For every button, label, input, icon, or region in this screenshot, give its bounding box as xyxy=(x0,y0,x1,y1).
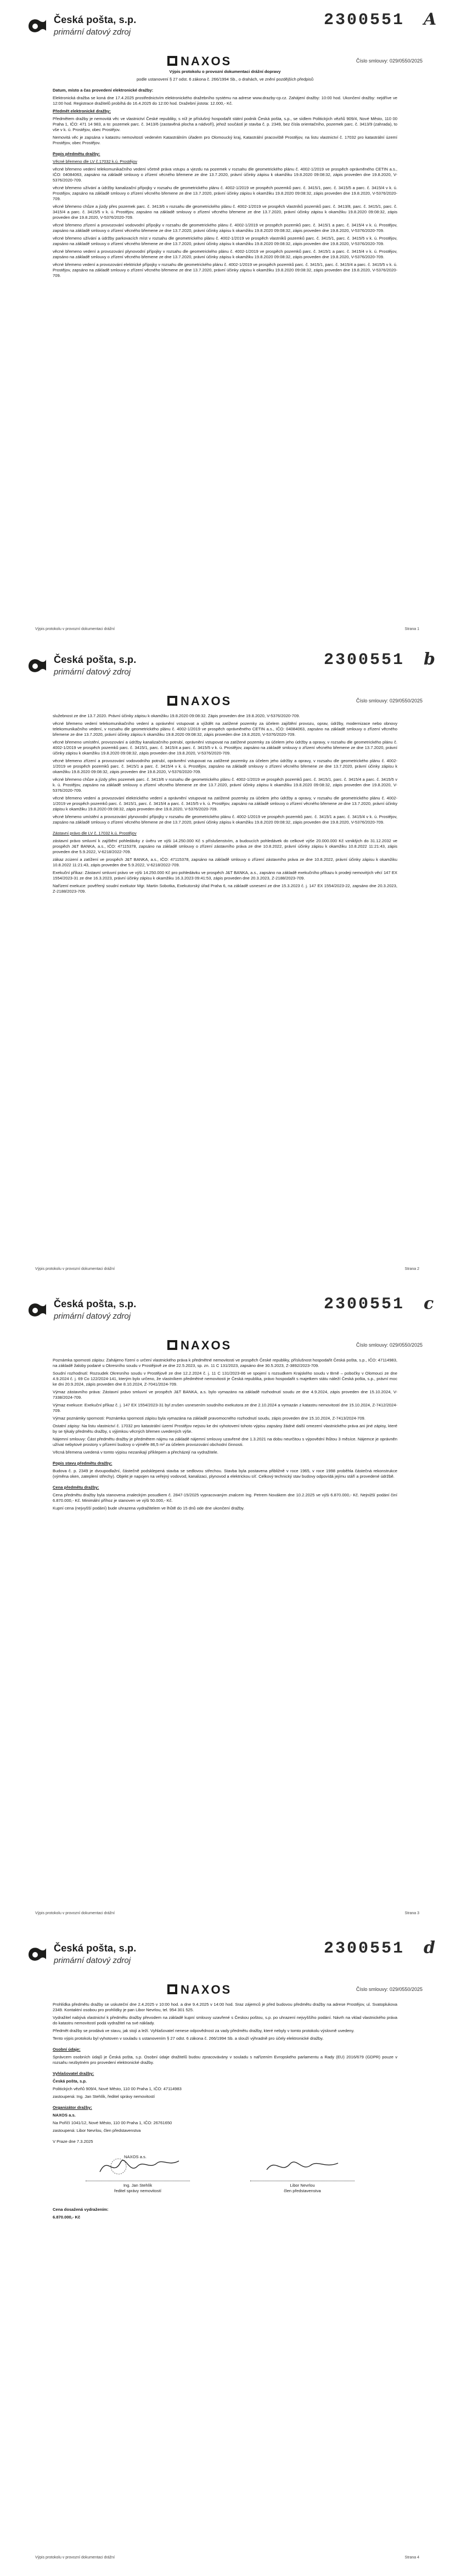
section-heading: Organizátor dražby: xyxy=(53,2105,92,2110)
barcode-stamp xyxy=(285,1292,439,1325)
list-item: Věcná břemena uvedená v tomto výpisu nezanikají příklepem a přecházejí na vydražitele. xyxy=(53,1450,218,1455)
company-subtitle: primární datový zdroj xyxy=(54,1956,131,1965)
list-item: věcné břemeno vedení telekomunikačního vedení a oprávnění vstupovat a vjíždět na zatížené pozemky za účelem zajištění provozu, oprav, údržby, modernizace nebo obnovy telekomunikačního vedení, v rozsahu dle geometrického plánu č. 4002-1/2019 ve prospěch oprávněného CETIN a.s., IČO: 04084063, zapsáno na základě smlouvy o zřízení věcného břemene ze dne 13.7.2020, právní účinky zápisu k okamžiku 19.8.2020 09:08:32, zápis proveden dne 19.8.2020, V-5376/2020-709. xyxy=(53,721,397,737)
list-item: věcné břemeno užívání a údržby kanalizační přípojky v rozsahu dle geometrického plánu č. 4002-1/2019 ve prospěch pozemků parc. č. 3415/1, parc. č. 3415/5 a parc. č. 3415/4 v k. ú. Prostějov, zapsáno na základě smlouvy o zřízení věcného břemene ze dne 13.7.2020, právní účinky zápisu k okamžiku 19.8.2020 09:08:32, zápis proveden dne 19.8.2020, V-5376/2020-709. xyxy=(53,185,397,201)
barcode-number: 2300551 xyxy=(324,1295,405,1314)
list-item: Poznámka spornosti zápisu: Zahájeno řízení o určení vlastnického práva k předmětné nemovitosti ve prospěch České republiky, příslušnost hospodařit Česká pošta, s.p., IČO: 47114983, na základě žaloby podané u Okresního soudu v Prostějově ze dne 22.5.2023, sp. zn. 11 C 131/2023, zapsáno dne 30.5.2023, Z-3892/2023-709. xyxy=(53,1358,397,1368)
page-footer xyxy=(35,2556,419,2562)
list-item: věcné břemeno užívání a údržby parkovacích míst v rozsahu dle geometrického plánu č. 4002-1/2019 ve prospěch vlastníků pozemků parc. č. 3415/1, parc. č. 3415/5 v k. ú. Prostějov, zapsáno na základě smlouvy o zřízení věcného břemene ze dne 13.7.2020, právní účinky zápisu k okamžiku 19.8.2020 09:08:32, zápis proveden dne 19.8.2020, V-5376/2020-709. xyxy=(53,236,397,246)
page-2 xyxy=(0,644,450,1280)
section-heading: Předmět elektronické dražby: xyxy=(53,109,111,114)
auctioneer-representative: zastoupená: Ing. Jan Stehlík, ředitel správy nemovitostí xyxy=(53,2094,155,2099)
auctioneer-name: Česká pošta, s.p. xyxy=(53,2079,87,2084)
company-subtitle: primární datový zdroj xyxy=(54,667,131,677)
logo xyxy=(26,653,224,686)
organizer-name: NAXOS a.s. xyxy=(53,2113,76,2118)
page-footer xyxy=(35,627,419,634)
page-footer xyxy=(35,1267,419,1274)
final-price: 6.870.000,- Kč xyxy=(53,2215,81,2220)
list-item: věcné břemeno vedení a provozování plynovodní přípojky v rozsahu dle geometrického plánu č. 4002-1/2019 ve prospěch pozemků parc. č. 3415/1 a parc. č. 3415/4 v k. ú. Prostějov, zapsáno na základě smlouvy o zřízení věcného břemene ze dne 13.7.2020, právní účinky zápisu k okamžiku 19.8.2020 09:08:32, zápis proveden dne 19.8.2020, V-5376/2020-709. xyxy=(53,249,397,259)
organizer-address: Na Poříčí 1041/12, Nové Město, 110 00 Praha 1, IČO: 26761650 xyxy=(53,2120,172,2125)
signature-name: Libor Nevrlou xyxy=(290,2183,315,2188)
paragraph: Nemovitá věc je zapsána v katastru nemovitostí vedeném Katastrálním úřadem pro Olomoucký kraj, Katastrální pracoviště Prostějov, na listu vlastnictví č. 17032 pro katastrální území Prostějov, obec Prostějov. xyxy=(53,135,397,145)
naxos-logo xyxy=(167,695,272,709)
section-heading: Popis předmětu dražby: xyxy=(53,151,100,156)
hand-mark: b xyxy=(424,650,437,669)
section-heading: Datum, místo a čas provedení elektronické dražby: xyxy=(53,88,154,93)
company-name: Česká pošta, s.p. xyxy=(54,1943,137,1954)
company-name: Česká pošta, s.p. xyxy=(54,14,137,25)
page-body xyxy=(53,1358,397,1900)
page-number: Strana 1 xyxy=(404,627,419,631)
page-number: Strana 2 xyxy=(404,1267,419,1271)
list-item: služebnost ze dne 13.7.2020. Právní účinky zápisu k okamžiku 19.8.2020 09:08:32. Zápis proveden dne 19.8.2020, V-5376/2020-709. xyxy=(53,713,300,718)
barcode-number: 2300551 xyxy=(324,1939,405,1958)
naxos-logo xyxy=(167,55,272,69)
list-item: Prohlídka předmětu dražby se uskuteční dne 2.4.2025 v 10:00 hod. a dne 9.4.2025 v 14:00 hod. Sraz zájemců je před budovou předmětu dražby na adrese Prostějov, ul. Svatoplukova 2349. Kontaktní osobou pro prohlídky je pan Libor Nevrlou, tel. 954 301 525. xyxy=(53,2002,397,2012)
paragraph: Elektronická dražba se koná dne 17.4.2025 prostřednictvím elektronického dražebního systému na adrese www.drazby-cp.cz. Zahájení dražby: 10:00 hod. Ukončení dražby: nejdříve ve 12:00 hod. Registrace dražitelů probíhá do 16.4.2025 do 12:00 hod. Dražební jistota: 12.000,- Kč. xyxy=(53,95,397,106)
footer-text: Výpis protokolu v provozní dokumentaci drážní xyxy=(35,1267,115,1271)
list-item: věcné břemeno chůze a jízdy přes pozemek parc. č. 3413/6 v rozsahu dle geometrického plánu č. 4002-1/2019 ve prospěch vlastníků pozemků parc. č. 3413/8, parc. č. 3415/1, parc. č. 3415/4 a parc. č. 3415/5 v k. ú. Prostějov, zapsáno na základě smlouvy o zřízení věcného břemene ze dne 13.7.2020, právní účinky zápisu k okamžiku 19.8.2020 09:08:32, zápis proveden dne 19.8.2020, V-5376/2020-709. xyxy=(53,204,397,220)
barcode-stamp xyxy=(285,8,439,41)
post-horn-icon xyxy=(26,655,48,675)
hand-mark: A xyxy=(424,10,438,29)
naxos-text: NAXOS xyxy=(181,1983,232,1996)
barcode-stamp xyxy=(285,648,439,680)
post-horn-icon xyxy=(26,1944,48,1964)
list-item: věcné břemeno vedení a provozování elektrického vedení a oprávnění vstupovat na zatížené pozemky za účelem jeho údržby a opravy, v rozsahu dle geometrického plánu č. 4002-1/2019 ve prospěch pozemků parc. č. 3415/1, parc. č. 3415/4 a parc. č. 3415/5 v k. ú. Prostějov, zapsáno na základě smlouvy o zřízení věcného břemene ze dne 13.7.2020, právní účinky zápisu k okamžiku 19.8.2020 09:08:32, zápis proveden dne 19.8.2020, V-5376/2020-709. xyxy=(53,796,397,812)
footer-text: Výpis protokolu v provozní dokumentaci drážní xyxy=(35,1911,115,1915)
list-item: věcné břemeno vedení a provozování elektrické přípojky v rozsahu dle geometrického plánu č. 4002-1/2019 ve prospěch pozemků parc. č. 3415/1, parc. č. 3415/4 a parc. č. 3415/5 v k. ú. Prostějov, zapsáno na základě smlouvy o zřízení věcného břemene ze dne 13.7.2020, právní účinky zápisu k okamžiku 19.8.2020 09:08:32, zápis proveden dne 19.8.2020, V-5376/2020-709. xyxy=(53,262,397,278)
final-price-heading: Cena dosažená vydražením: xyxy=(53,2207,109,2212)
document-subtitle: podle ustanovení § 27 odst. 6 zákona č. 266/1994 Sb., o drahách, ve znění pozdějších předpisů xyxy=(136,77,314,82)
page-number: Strana 4 xyxy=(404,2556,419,2560)
paragraph: Předmětem dražby je nemovitá věc ve vlastnictví České republiky, s níž je příslušný hospodařit státní podnik Česká pošta, s.p., se sídlem Politických vězňů 909/4, Nové Město, 110 00 Praha 1, IČO: 471 14 983, a to: pozemek parc. č. 3413/6 (zastavěná plocha a nádvoří), jehož součástí je stavba č. p. 2349, bez čísla orientačního, pozemek parc. č. 3413/9 (zahrada), to vše v k. ú. Prostějov, obec Prostějov. xyxy=(53,116,397,132)
paragraph: Cena předmětu dražby byla stanovena znaleckým posudkem č. 2847-15/2025 vypracovaným znalcem Ing. Petrem Novákem dne 10.2.2025 ve výši 6.870.000,- Kč. Nejnižší podání činí 6.870.000,- Kč. Minimální příhoz je stanoven ve výši 50.000,- Kč. xyxy=(53,1493,397,1503)
company-name: Česká pošta, s.p. xyxy=(54,654,137,665)
list-item: zákaz zcizení a zatížení ve prospěch J&T BANKA, a.s., IČO: 47115378, zapsáno na základě smlouvy o zřízení zástavního práva ze dne 10.8.2022, právní účinky zápisu k okamžiku 10.8.2022 11:21:43, zápis proveden dne 5.9.2022, V-6218/2022-709. xyxy=(53,857,397,867)
naxos-text: NAXOS xyxy=(181,54,232,68)
list-item: věcné břemeno umístění a provozování plynovodní přípojky v rozsahu dle geometrického plánu č. 4002-1/2019 ve prospěch pozemků parc. č. 3415/1 a parc. č. 3415/4 v k. ú. Prostějov, zapsáno na základě smlouvy o zřízení věcného břemene ze dne 13.7.2020, právní účinky zápisu k okamžiku 19.8.2020 09:08:32, zápis proveden dne 19.8.2020, V-5376/2020-709. xyxy=(53,814,397,825)
signature-role: člen představenstva xyxy=(284,2188,321,2193)
list-item: Výmaz exekuce: Exekuční příkaz č. j. 147 EX 1554/2023-31 byl zrušen usnesením soudního exekutora ze dne 2.10.2024 a vymazán z katastru nemovitostí dne 15.10.2024, Z-7412/2024-709. xyxy=(53,1403,397,1413)
section-heading: Popis stavu předmětu dražby: xyxy=(53,1461,113,1466)
list-item: Nařízení exekuce: pověřený soudní exekutor Mgr. Martin Sobotka, Exekutorský úřad Praha 6, na základě usnesení ze dne 15.3.2023 č. j. 147 EX 1554/2023-22, zapsáno dne 20.3.2023, Z-2188/2023-709. xyxy=(53,883,397,894)
signature-right xyxy=(250,2147,360,2201)
document-title: Výpis protokolu o provozní dokumentaci drážní dopravy xyxy=(169,69,281,74)
list-item: věcné břemeno vedení telekomunikačního vedení včetně práva vstupu a vjezdu na pozemek v rozsahu dle geometrického plánu č. 4002-1/2019 ve prospěch oprávněného CETIN a.s., IČO: 04084063, zapsáno na základě smlouvy o zřízení věcného břemene ze dne 13.7.2020, právní účinky zápisu k okamžiku 19.8.2020 09:08:32, zápis proveden dne 19.8.2020, V-5376/2020-709. xyxy=(53,167,397,183)
list-item: věcné břemeno umístění, provozování a údržby kanalizačního potrubí, oprávnění vstupovat na zatížené pozemky za účelem jeho údržby a opravy, v rozsahu dle geometrického plánu č. 4002-1/2019 ve prospěch pozemků parc. č. 3415/1, parc. č. 3415/4 a parc. č. 3415/5 v k. ú. Prostějov, zapsáno na základě smlouvy o zřízení věcného břemene ze dne 13.7.2020, právní účinky zápisu k okamžiku 19.8.2020 09:08:32, zápis proveden dne 19.8.2020, V-5376/2020-709. xyxy=(53,740,397,756)
section-heading: Osobní údaje: xyxy=(53,2047,81,2052)
page-number: Strana 3 xyxy=(404,1911,419,1915)
barcode-number: 2300551 xyxy=(324,651,405,669)
post-horn-icon xyxy=(26,1300,48,1319)
list-item: Výmaz poznámky spornosti: Poznámka spornosti zápisu byla vymazána na základě pravomocného rozhodnutí soudu, zápis proveden dne 15.10.2024, Z-7413/2024-709. xyxy=(53,1416,365,1421)
page-body xyxy=(53,69,397,612)
company-subtitle: primární datový zdroj xyxy=(54,1312,131,1321)
naxos-text: NAXOS xyxy=(181,1338,232,1352)
naxos-logo xyxy=(167,1983,272,1998)
section-heading: Vyhlašovatel dražby: xyxy=(53,2071,94,2076)
auctioneer-address: Politických vězňů 909/4, Nové Město, 110 00 Praha 1, IČO: 47114983 xyxy=(53,2086,182,2091)
logo xyxy=(26,1942,224,1974)
page-body xyxy=(53,713,397,1256)
signature-company: NAXOS a.s. xyxy=(124,2154,147,2159)
list-item: Nájemní smlouvy: Část předmětu dražby je předmětem nájmu na základě nájemní smlouvy uzavřené dne 1.3.2021 na dobu neurčitou s výpovědní lhůtou 3 měsíce. Nájemce je oprávněn užívat nebytové prostory v přízemí budovy o výměře 86,5 m² za účelem provozování obchodní činnosti. xyxy=(53,1437,397,1447)
list-item: zástavní právo smluvní k zajištění pohledávky z úvěru ve výši 14.250.000 Kč s příslušenstvím, a budoucích pohledávek do celkové výše 20.000.000 Kč vzniklých do 31.12.2032 ve prospěch J&T BANKA, a.s., IČO: 47115378, zapsáno na základě smlouvy o zřízení zástavního práva ze dne 10.8.2022, právní účinky zápisu k okamžiku 10.8.2022 11:21:43, zápis proveden dne 5.9.2022, V-6218/2022-709. xyxy=(53,838,397,854)
list-item: Vydražitel nabývá vlastnictví k předmětu dražby převodem na základě kupní smlouvy uzavřené s Českou poštou, s.p. po uhrazení nejvyššího podání. Návrh na vklad vlastnického práva do katastru nemovitostí podá vydražitel na své náklady. xyxy=(53,2015,397,2025)
signature-block xyxy=(53,2147,397,2207)
page-footer xyxy=(35,1911,419,1918)
list-item: Předmět dražby se prodává ve stavu, jak stojí a leží. Vyhlašovatel nenese odpovědnost za vady předmětu dražby, které nebyly v tomto protokolu výslovně uvedeny. xyxy=(53,2028,355,2033)
document-number: Číslo smlouvy: 029/0550/2025 xyxy=(356,1987,423,1992)
page-3 xyxy=(0,1289,450,1925)
list-item: Výmaz zástavního práva: Zástavní právo smluvní ve prospěch J&T BANKA, a.s. bylo vymazáno na základě rozhodnutí soudu ze dne 4.9.2024, zápis proveden dne 15.10.2024, V-7338/2024-709. xyxy=(53,1389,397,1400)
organizer-representative: zastoupená: Libor Nevrlou, člen představenstva xyxy=(53,2128,141,2133)
naxos-text: NAXOS xyxy=(181,694,232,708)
list-item: věcné břemeno zřízení a provozování vodovodní přípojky v rozsahu dle geometrického plánu č. 4002-1/2019 ve prospěch pozemků parc. č. 3415/1 a parc. č. 3415/4 v k. ú. Prostějov, zapsáno na základě smlouvy o zřízení věcného břemene ze dne 13.7.2020, právní účinky zápisu k okamžiku 19.8.2020 09:08:32, zápis proveden dne 19.8.2020, V-5376/2020-709. xyxy=(53,223,397,233)
document-number: Číslo smlouvy: 029/0550/2025 xyxy=(356,698,423,703)
footer-text: Výpis protokolu v provozní dokumentaci drážní xyxy=(35,627,115,631)
document-number: Číslo smlouvy: 029/0550/2025 xyxy=(356,1342,423,1348)
footer-text: Výpis protokolu v provozní dokumentaci drážní xyxy=(35,2556,115,2560)
list-item: Tento výpis protokolu byl vyhotoven v souladu s ustanovením § 27 odst. 6 zákona č. 266/1994 Sb. a slouží výhradně pro účely elektronické dražby. xyxy=(53,2036,324,2041)
page-1 xyxy=(0,4,450,640)
section-heading: Cena předmětu dražby: xyxy=(53,1485,99,1490)
logo xyxy=(26,13,224,46)
place-date: V Praze dne 7.3.2025 xyxy=(53,2139,93,2144)
signature-scribble-icon xyxy=(261,2150,349,2181)
list-item: Ostatní zápisy: Na listu vlastnictví č. 17032 pro katastrální území Prostějov nejsou ke dni vyhotovení tohoto výpisu zapsány žádné další omezení vlastnického práva ani jiné zápisy, které by se týkaly předmětu dražby, s výjimkou věcných břemen uvedených výše. xyxy=(53,1423,397,1434)
list-item: věcné břemeno chůze a jízdy přes pozemek parc. č. 3413/6 v rozsahu dle geometrického plánu č. 4002-1/2019 ve prospěch pozemků parc. č. 3415/1, parc. č. 3415/4 a parc. č. 3415/5 v k. ú. Prostějov, zapsáno na základě smlouvy o zřízení věcného břemene ze dne 13.7.2020, právní účinky zápisu k okamžiku 19.8.2020 09:08:32, zápis proveden dne 19.8.2020, V-5376/2020-709. xyxy=(53,777,397,793)
barcode-stamp xyxy=(285,1936,439,1969)
page-4 xyxy=(0,1933,450,2569)
signature-left xyxy=(86,2147,195,2201)
document-number: Číslo smlouvy: 029/0550/2025 xyxy=(356,58,423,64)
list-item: Soudní rozhodnutí: Rozsudek Okresního soudu v Prostějově ze dne 12.2.2024 č. j. 11 C 131/2023-86 ve spojení s rozsudkem Krajského soudu v Brně – pobočky v Olomouci ze dne 4.9.2024 č. j. 69 Co 122/2024-141, kterým bylo určeno, že vlastníkem předmětné nemovitosti je Česká republika, právo hospodařit s majetkem státu náleží Česká pošta, s.p., právní moc ke dni 20.9.2024, zápis proveden dne 8.10.2024, Z-7041/2024-709. xyxy=(53,1371,397,1387)
subsection-heading: Věcné břemeno dle LV č.17032 k.ú. Prostějov xyxy=(53,159,137,164)
paragraph: Kupní cena (nejvyšší podání) bude uhrazena vydražitelem ve lhůtě do 15 dnů ode dne ukončení dražby. xyxy=(53,1506,245,1511)
logo xyxy=(26,1297,224,1330)
section-heading: Zástavní právo dle LV č. 17032 k.ú. Prostějov xyxy=(53,831,137,836)
list-item: věcné břemeno zřízení a provozování vodovodního potrubí, oprávnění vstupovat na zatížené pozemky za účelem jeho údržby a opravy, v rozsahu dle geometrického plánu č. 4002-1/2019 ve prospěch pozemků parc. č. 3415/1 a parc. č. 3415/4 v k. ú. Prostějov, zapsáno na základě smlouvy o zřízení věcného břemene ze dne 13.7.2020, právní účinky zápisu k okamžiku 19.8.2020 09:08:32, zápis proveden dne 19.8.2020, V-5376/2020-709. xyxy=(53,758,397,774)
list-item: Exekuční příkaz: Zástavní smluvní právo ve výši 14.250.000 Kč pro pohledávku ve prospěch J&T BANKA, a.s., zapsáno na základě exekučního příkazu k prodeji nemovitých věcí 147 EX 1554/2023-31 ze dne 16.3.2023, právní účinky zápisu k okamžiku 16.3.2023 09:41:53, zápis proveden dne 20.3.2023, Z-2188/2023-709. xyxy=(53,870,397,881)
paragraph: Správcem osobních údajů je Česká pošta, s.p. Osobní údaje dražitelů budou zpracovávány v souladu s nařízením Evropského parlamentu a Rady (EU) 2016/679 (GDPR) pouze v rozsahu nezbytném pro provedení elektronické dražby. xyxy=(53,2055,397,2065)
page-body xyxy=(53,2002,397,2545)
signature-name: Ing. Jan Stehlík xyxy=(123,2183,153,2188)
company-name: Česká pošta, s.p. xyxy=(54,1298,137,1309)
hand-mark: d xyxy=(424,1938,437,1957)
signature-role: ředitel správy nemovitostí xyxy=(114,2188,162,2193)
post-horn-icon xyxy=(26,15,48,35)
barcode-number: 2300551 xyxy=(324,11,405,30)
paragraph: Budova č. p. 2349 je dvoupodlažní, částečně podsklepená stavba se sedlovou střechou. Stavba byla postavena přibližně v roce 1965, v roce 1998 proběhla částečná rekonstrukce (výměna oken, zateplení střechy). Objekt je napojen na veřejný vodovod, kanalizaci, plynovod a elektrickou síť. Celkový technický stav budovy odpovídá jejímu stáří a provedené údržbě. xyxy=(53,1468,397,1479)
naxos-logo xyxy=(167,1339,272,1353)
hand-mark: c xyxy=(424,1294,436,1313)
company-subtitle: primární datový zdroj xyxy=(54,27,131,37)
